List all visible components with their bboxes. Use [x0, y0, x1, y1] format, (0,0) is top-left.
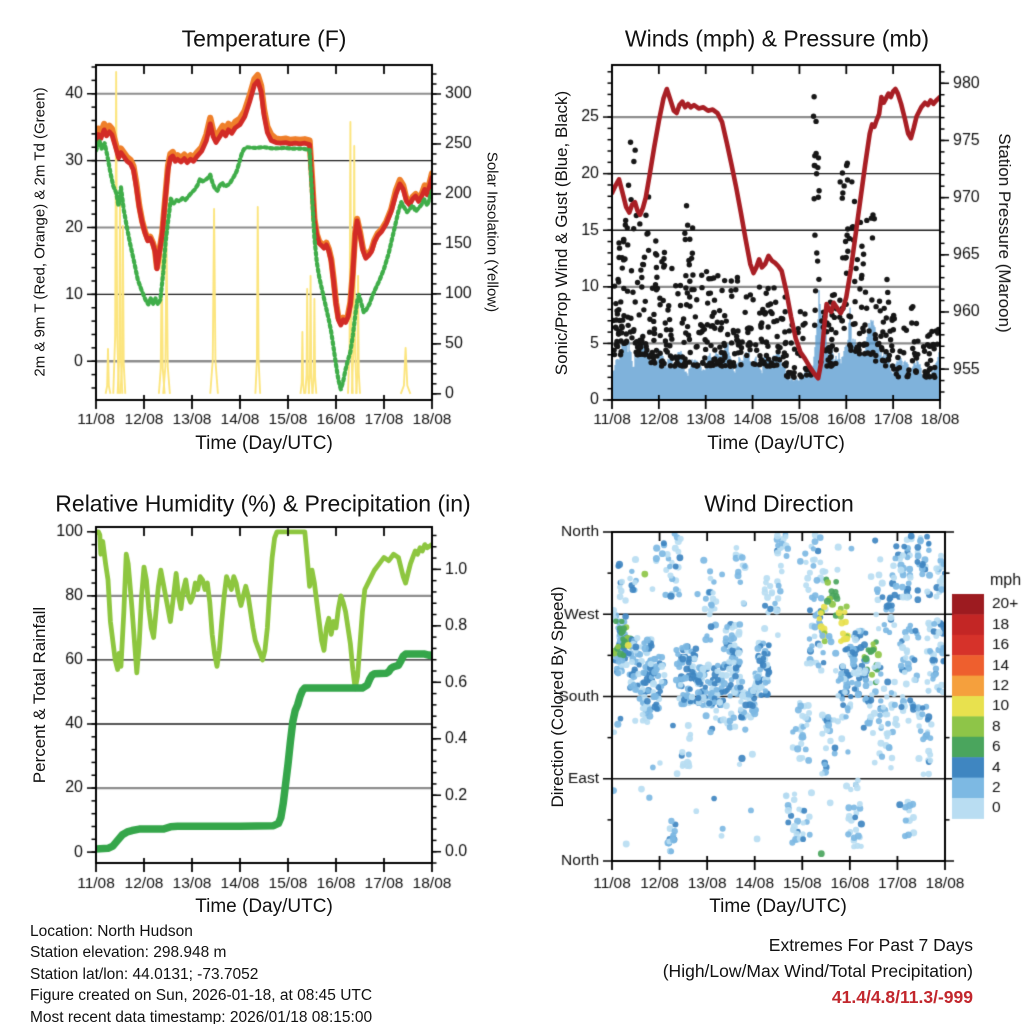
- panel-title-temperature: Temperature (F): [181, 25, 347, 52]
- extremes-block: [663, 932, 973, 1010]
- panel-title-wind-direction: Wind Direction: [704, 490, 854, 517]
- x-axis-caption-temperature: Time (Day/UTC): [195, 433, 333, 454]
- extremes-title: Extremes For Past 7 Days: [768, 935, 973, 955]
- panel-title-humidity-precip: Relative Humidity (%) & Precipitation (in): [55, 490, 471, 517]
- y-axis-label-temperature-left: 2m & 9m T (Red, Orange) & 2m Td (Green): [31, 87, 49, 377]
- y-axis-label-insolation-right: Solar Insolation (Yellow): [483, 151, 501, 313]
- y-axis-label-pressure-right: Station Pressure (Maroon): [995, 133, 1014, 333]
- footer-latlon: Station lat/lon: 44.0131; -73.7052: [30, 965, 259, 983]
- y-axis-label-direction-left: Direction (Colored By Speed): [548, 586, 567, 808]
- y-axis-label-wind-left: Sonic/Prop Wind & Gust (Blue, Black): [552, 90, 571, 376]
- station-info-footer: [30, 921, 372, 1024]
- y-axis-label-humidity-left: Percent & Total Rainfall: [30, 606, 49, 784]
- panel-title-winds-pressure: Winds (mph) & Pressure (mb): [624, 25, 930, 52]
- footer-location: Location: North Hudson: [30, 923, 193, 940]
- extremes-values: 41.4/4.8/11.3/-999: [831, 987, 973, 1007]
- footer-created: Figure created on Sun, 2026-01-18, at 08:45 UTC: [30, 987, 373, 1005]
- x-axis-caption-direction: Time (Day/UTC): [709, 896, 847, 917]
- footer-elevation: Station elevation: 298.948 m: [30, 944, 227, 962]
- x-axis-caption-winds: Time (Day/UTC): [707, 433, 845, 454]
- x-axis-caption-humidity: Time (Day/UTC): [195, 896, 333, 917]
- extremes-subtitle: (High/Low/Max Wind/Total Precipitation): [662, 961, 973, 981]
- footer-timestamp: Most recent data timestamp: 2026/01/18 08:15:00: [30, 1008, 373, 1024]
